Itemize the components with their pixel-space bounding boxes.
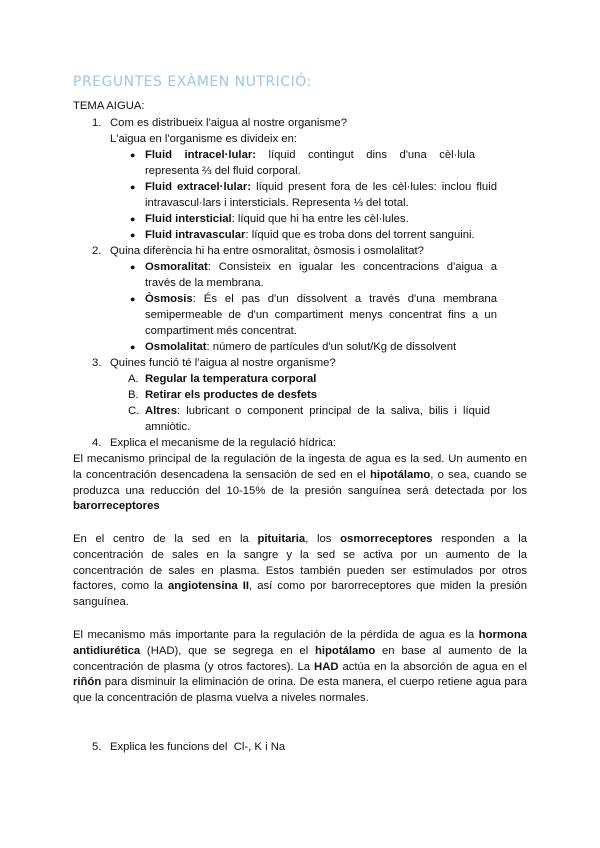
p1-barorreceptores: barorreceptores bbox=[73, 500, 160, 513]
q1-intro: L'aigua en l'organisme es divideix en: bbox=[110, 133, 298, 145]
q4-paragraph-2 bbox=[73, 532, 527, 611]
p2-angiotensina: angiotensina II bbox=[167, 580, 250, 593]
q2-item-1 bbox=[145, 260, 497, 292]
q1-item-4-desc: : líquid que es troba dons del torrent sanguini. bbox=[245, 229, 475, 241]
q2-item-1-desc: : Consisteix en igualar les concentracions d'aigua a través de la membrana. bbox=[145, 261, 497, 289]
q4-number: 4. bbox=[92, 437, 102, 449]
q1-item-4-term: Fluid intravascular bbox=[145, 229, 246, 241]
q1-item-1-term: Fluid intracel·lular: bbox=[145, 149, 257, 161]
q3-item-1 bbox=[145, 372, 316, 388]
q1-number: 1. bbox=[92, 117, 102, 129]
q4-paragraph-3 bbox=[73, 628, 527, 707]
q1-question: Com es distribueix l'aigua al nostre organisme? bbox=[110, 117, 347, 129]
bullet-icon: ● bbox=[130, 230, 136, 240]
bullet-icon: ● bbox=[130, 262, 136, 272]
q3-item-3-term: Altres bbox=[145, 405, 178, 417]
p1-hipotalamo: hipotálamo bbox=[369, 468, 431, 481]
p3-text-a: El mecanismo más importante para la regulación de la pérdida de agua es la bbox=[73, 629, 479, 641]
q2-item-3 bbox=[145, 340, 456, 356]
q3-item-3-letter: C. bbox=[128, 405, 140, 417]
q3-item-3 bbox=[145, 404, 490, 436]
p3-text-e: en base al aumento de la concentración de plasma (y otros factores). La bbox=[73, 644, 527, 673]
q3-item-3-desc: : lubricant o component principal de la saliva, bilis i líquid amniòtic. bbox=[145, 405, 490, 433]
p2-text-a: En el centro de la sed en la bbox=[73, 533, 258, 545]
q3-item-1-term: Regular la temperatura corporal bbox=[145, 373, 317, 385]
p2-text-e: responden a la concentración de sales en la sangre y la sed se activa por un aumento de la concentración de sales en plasma. Estos también pueden ser estimulados por otros factores, como la bbox=[73, 533, 527, 593]
q2-question: Quina diferència hi ha entre osmoralitat, òsmosis i osmolalitat? bbox=[110, 245, 424, 257]
p3-hipotalamo: hipotálamo bbox=[314, 644, 376, 657]
q2-item-3-term: Osmolalitat bbox=[145, 341, 207, 353]
p1-text-a: El mecanismo principal de la regulación de la ingesta de agua es la sed. Un aumento en la concentración desencadena la sensación de sed en el bbox=[73, 453, 527, 481]
q1-item-2-desc: líquid present fora de les cèl·lules: inclou fluid intravascul·lars i intersticials. Representa ⅓ del total. bbox=[145, 181, 497, 209]
p1-text-c: , o sea, cuando se produzca una reducción del 10-15% de la presión sanguínea será detectada por los bbox=[73, 468, 527, 497]
q2-item-2-desc: : És el pas d'un dissolvent a través d'una membrana semipermeable de d'un compartiment menys concentrat fins a un compartiment més concentrat. bbox=[145, 293, 497, 337]
p3-hormona: hormona antidiurética bbox=[73, 629, 527, 657]
q4-question: Explica el mecanisme de la regulació hídrica: bbox=[110, 437, 337, 449]
topic-heading: TEMA AIGUA: bbox=[73, 100, 145, 112]
q1-item-1 bbox=[145, 148, 475, 180]
p2-pituitaria: pituitaria bbox=[257, 533, 306, 545]
q1-item-3-term: Fluid intersticial bbox=[145, 213, 232, 225]
bullet-icon: ● bbox=[130, 150, 136, 160]
p2-text-c: , los bbox=[305, 533, 341, 545]
bullet-icon: ● bbox=[130, 214, 136, 224]
q5-number: 5. bbox=[92, 741, 102, 753]
q4-paragraph-1 bbox=[73, 452, 527, 515]
q2-item-1-term: Osmoralitat bbox=[145, 261, 208, 273]
q2-number: 2. bbox=[92, 245, 102, 257]
q3-number: 3. bbox=[92, 357, 102, 369]
p3-text-i: para disminuir la eliminación de orina. De esta manera, el cuerpo retiene agua para que la concentración de plasma vuelva a niveles normales. bbox=[73, 676, 527, 705]
q2-item-3-desc: : número de partícules d'un solut/Kg de dissolvent bbox=[206, 341, 457, 353]
q1-item-4 bbox=[145, 228, 475, 244]
p3-rinon: riñón bbox=[73, 676, 102, 689]
page-title: PREGUNTES EXÀMEN NUTRICIÓ: bbox=[73, 74, 312, 90]
bullet-icon: ● bbox=[130, 182, 136, 192]
q5-question: Explica les funcions del Cl-, K i Na bbox=[110, 741, 286, 753]
q1-item-1-desc: líquid contingut dins d'una cèl·lula representa ⅔ del fluid corporal. bbox=[145, 149, 475, 177]
q3-item-2-term: Retirar els productes de desfets bbox=[145, 389, 318, 401]
q1-item-2-term: Fluid extracel·lular: bbox=[145, 181, 252, 193]
q1-item-3 bbox=[145, 212, 409, 228]
p2-text-g: , así como por barorreceptores que miden la presión sanguínea. bbox=[73, 580, 528, 609]
q1-item-3-desc: : líquid que hi ha entre les cèl·lules. bbox=[231, 213, 409, 225]
q3-item-1-letter: A. bbox=[128, 373, 139, 385]
q1-item-2 bbox=[145, 180, 497, 212]
q2-item-2 bbox=[145, 292, 497, 339]
p3-text-c: (HAD), que se segrega en el bbox=[140, 644, 315, 657]
q3-item-2 bbox=[145, 388, 317, 404]
bullet-icon: ● bbox=[130, 294, 136, 304]
q3-question: Quines funció té l'aigua al nostre organisme? bbox=[110, 357, 336, 369]
q2-item-2-term: Òsmosis bbox=[145, 293, 193, 305]
p2-osmorreceptores: osmorreceptores bbox=[340, 533, 433, 545]
p3-text-g: actúa en la absorción de agua en el bbox=[338, 660, 528, 673]
p3-had: HAD bbox=[314, 660, 339, 673]
q3-item-2-letter: B. bbox=[128, 389, 139, 401]
bullet-icon: ● bbox=[130, 342, 136, 352]
